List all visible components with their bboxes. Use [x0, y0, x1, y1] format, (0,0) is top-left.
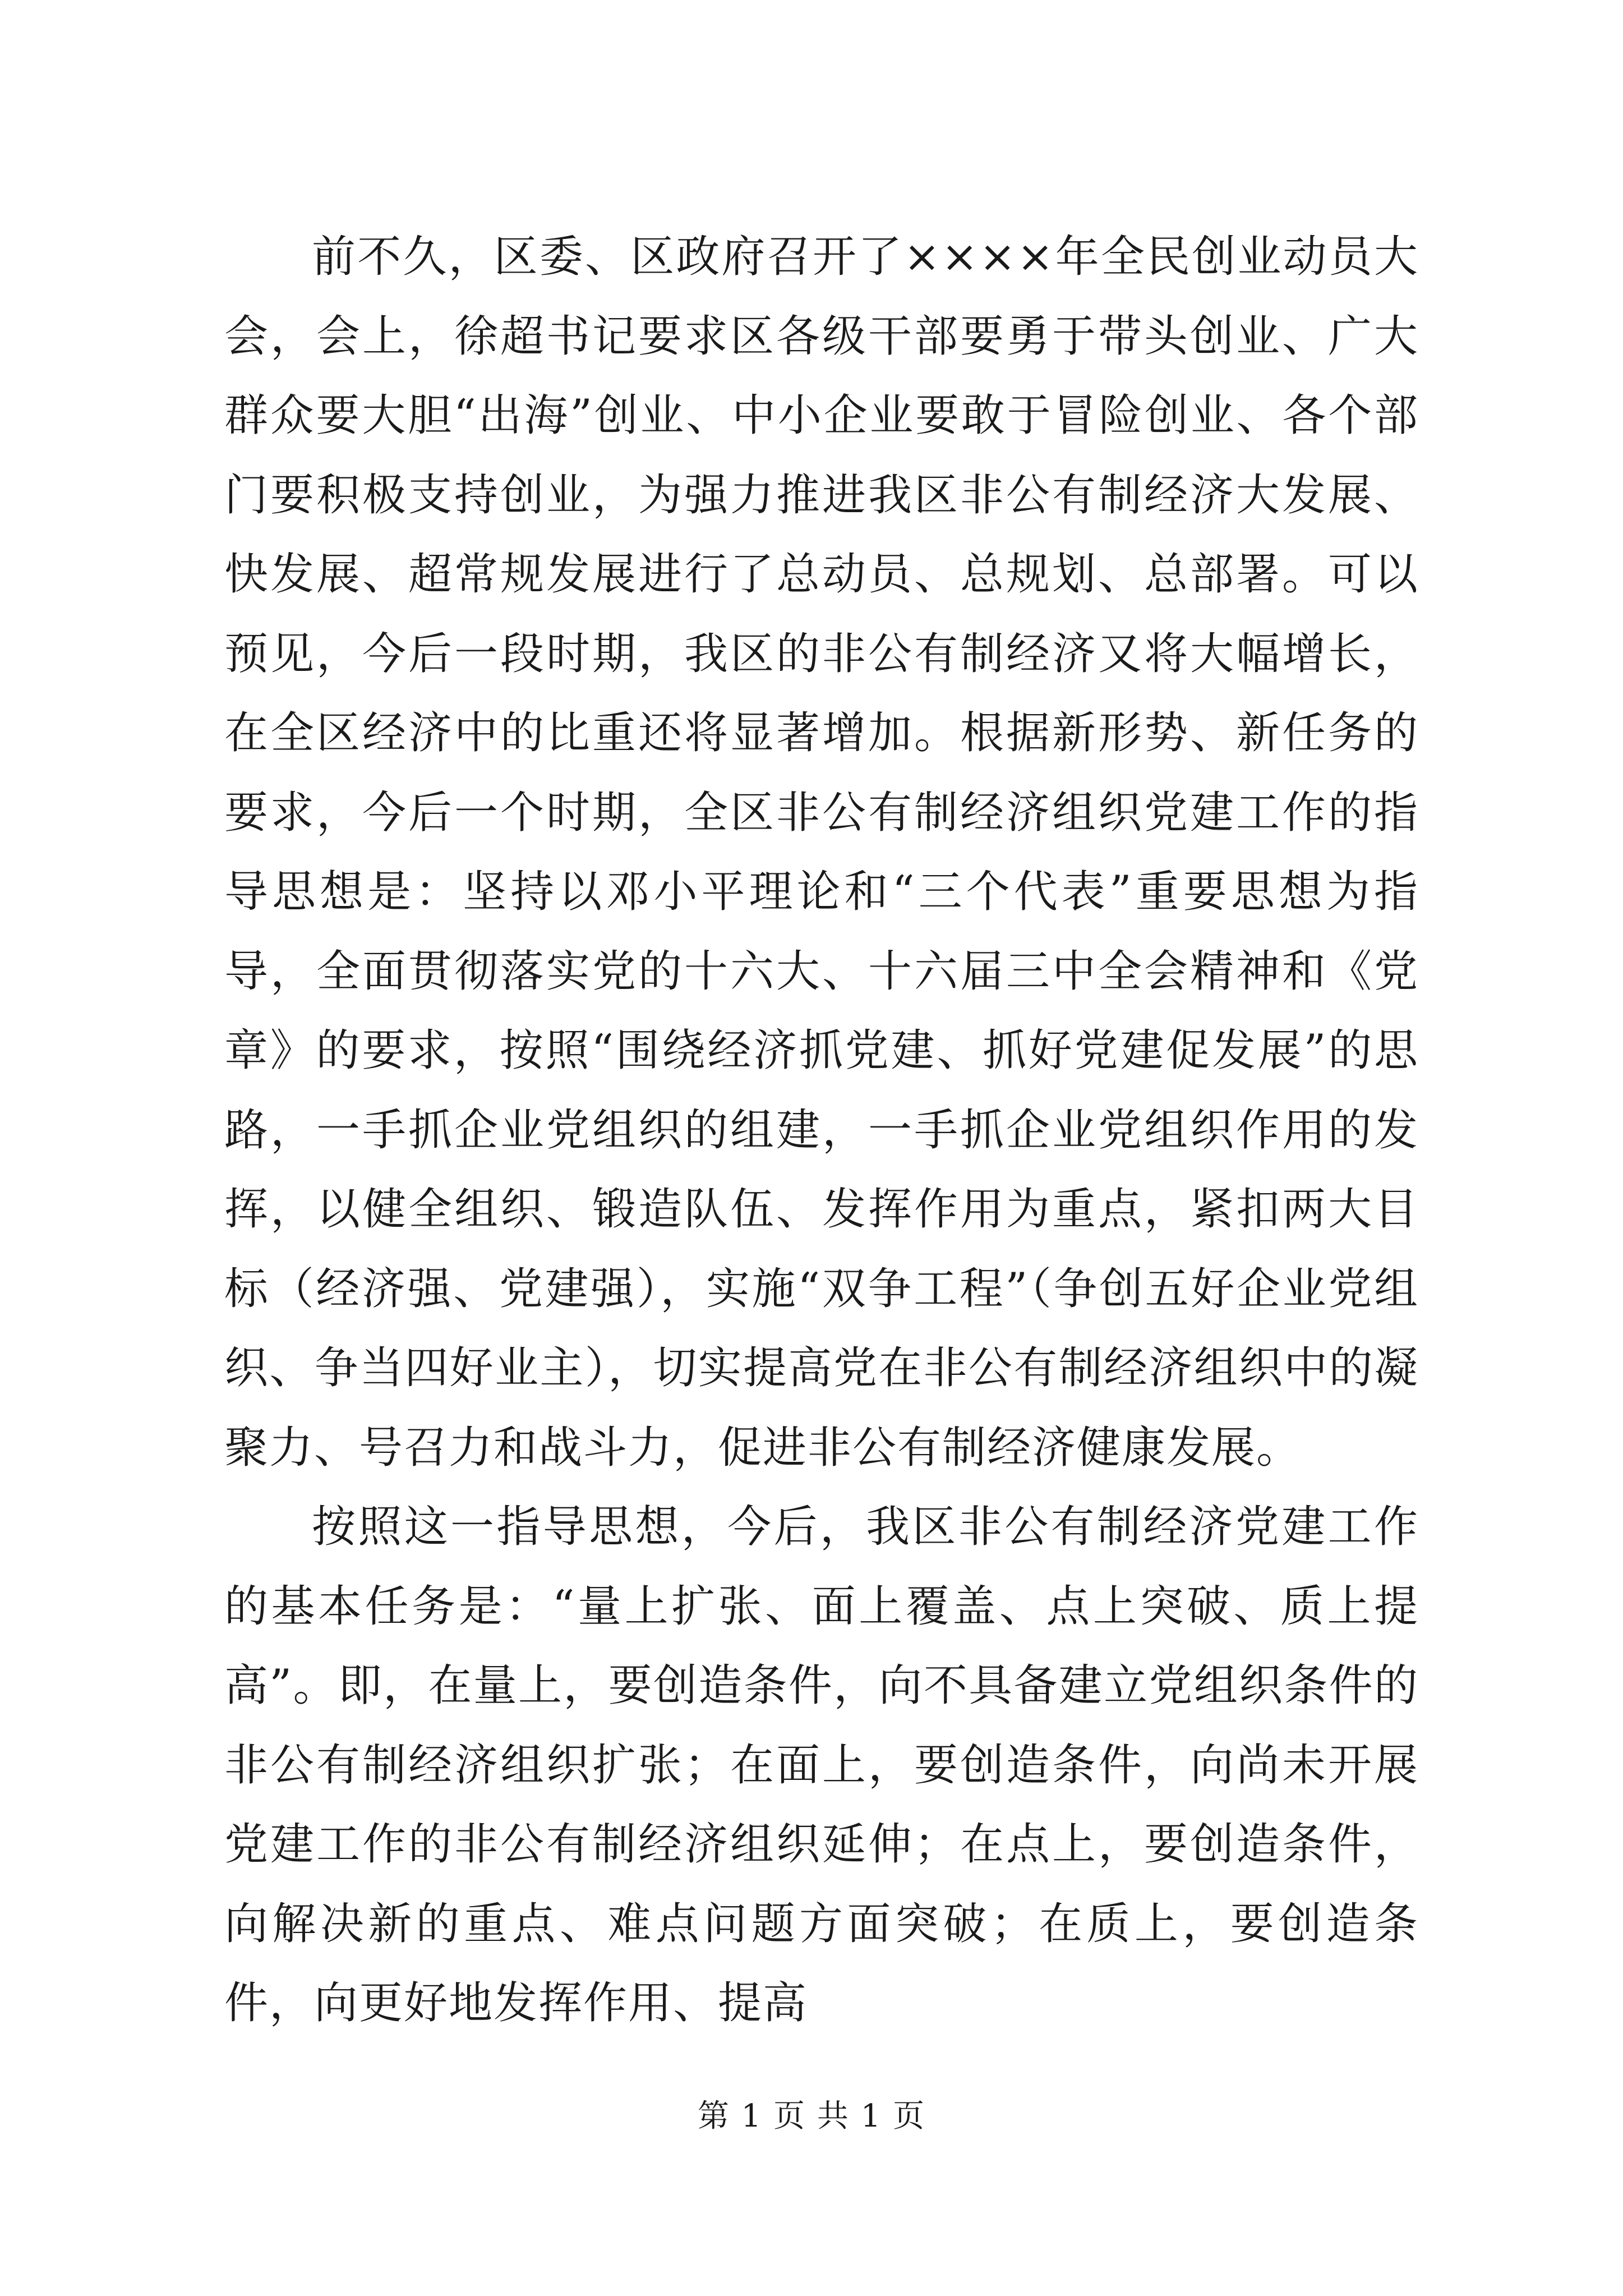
page-number-footer: 第 1 页 共 1 页 [697, 2098, 926, 2134]
paragraph-2: 按照这一指导思想，今后，我区非公有制经济党建工作的基本任务是：“量上扩张、面上覆盖、点上突破、质上提高”。即，在量上，要创造条件，向不具备建立党组织条件的非公有制经济组织扩张；在面上，要创造条件，向尚未开展党建工作的非公有制经济组织延伸；在点上，要创造条件，向解决新的重点、难点问题方面突破；在质上，要创造条件，向更好地发挥作用、提高 [224, 1502, 1419, 2028]
document-body [224, 218, 1419, 2044]
paragraph-1: 前不久，区委、区政府召开了××××年全民创业动员大会，会上，徐超书记要求区各级干部要勇于带头创业、广大群众要大胆“出海”创业、中小企业要敢于冒险创业、各个部门要积极支持创业，为强力推进我区非公有制经济大发展、快发展、超常规发展进行了总动员、总规划、总部署。可以预见，今后一段时期，我区的非公有制经济又将大幅增长，在全区经济中的比重还将显著增加。根据新形势、新任务的要求，今后一个时期，全区非公有制经济组织党建工作的指导思想是：坚持以邓小平理论和“三个代表”重要思想为指导，全面贯彻落实党的十六大、十六届三中全会精神和《党章》的要求，按照“围绕经济抓党建、抓好党建促发展”的思路，一手抓企业党组织的组建，一手抓企业党组织作用的发挥，以健全组织、锻造队伍、发挥作用为重点，紧扣两大目标（经济强、党建强），实施“双争工程”（争创五好企业党组织、争当四好业主），切实提高党在非公有制经济组织中的凝聚力、号召力和战斗力，促进非公有制经济健康发展。 [224, 232, 1419, 1473]
